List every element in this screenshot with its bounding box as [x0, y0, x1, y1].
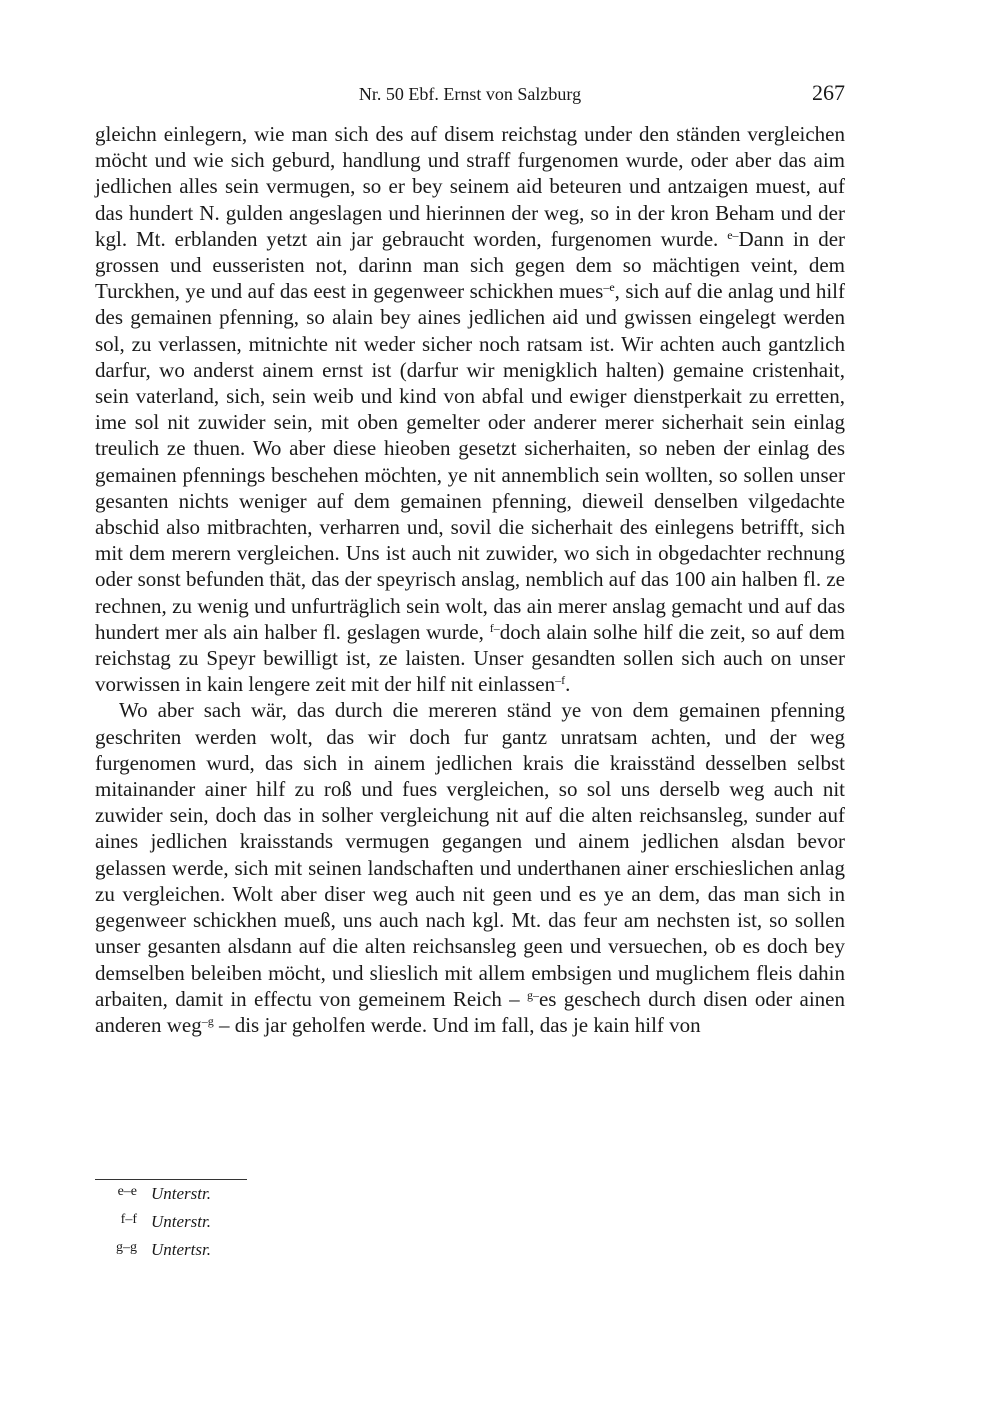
main-text: [95, 121, 845, 1038]
footnote-marker: –g: [201, 1013, 214, 1028]
text-run: Wo aber sach wär, das durch die mereren ständ ye von dem gemainen pfenning geschriten werden wolt, das wir doch fur gantz unratsam achten, und der weg furgenomen wurd, das sich in ainem jedlichen krais die kraisständ desselben selbst mitainander ainer hilf zu roß und fues vergleichen, so sol uns derselb weg auch nit zuwider sein, doch das in solher vergleichung nit auf die alten reichsansleg, sunder auf aines jedlichen kraisstands vermugen gegangen und ainem jedlichen alsdan bevor gelassen werde, sich mit seinen landschaften und underthanen ainer erschieslichen anlag zu vergleichen. Wolt aber diser weg auch nit geen und es ye an dem, das man sich in gegenweer schickhen mueß, uns auch nach kgl. Mt. das feur am nechsten ist, so sollen unser gesanten alsdann auf die alten reichsansleg geen und versuechen, ob es doch bey demselben beleiben möcht, und slieslich mit allem embsigen und muglichem fleis dahin arbaiten, damit in effectu von gemeinem Reich –: [95, 698, 845, 1011]
text-run: es geschech durch disen oder ainen anderen weg: [95, 986, 845, 1037]
footnote: [95, 1181, 495, 1209]
paragraph: [95, 121, 845, 697]
footnote-mark: e–e: [117, 1184, 137, 1199]
footnote-marker: –e: [603, 280, 615, 295]
running-title: Nr. 50 Ebf. Ernst von Salzburg: [358, 84, 582, 104]
text-run: .: [565, 672, 571, 697]
text-run: – dis jar geholfen werde. Und im fall, das je kain hilf von: [213, 1012, 701, 1037]
footnote: [95, 1209, 495, 1237]
paragraph: [95, 697, 845, 1038]
text-run: doch alain solhe hilf die zeit, so auf dem reichstag zu Speyr bewilligt ist, ze laisten. Unser gesandten sollen sich auch on unser vorwissen in kain lengere zeit mit der hilf nit einlassen: [95, 619, 846, 697]
footnotes: [95, 1181, 495, 1265]
footnote-text: Untertsr.: [151, 1240, 211, 1259]
running-header: [95, 80, 845, 110]
footnote-marker: f–: [489, 620, 500, 635]
footnote-marker: g–: [526, 987, 539, 1002]
footnote-text: Unterstr.: [151, 1212, 211, 1231]
page-number: 267: [812, 80, 845, 105]
footnote-text: Unterstr.: [151, 1184, 211, 1203]
text-run: , sich auf die anlag und hilf des gemainen pfenning, so alain bey aines jedlichen aid und gwissen eingelegt werden sol, zu verlassen, mitnichte nit weder sicher noch ratsam ist. Wir achten auch gantzlich darfur, wo anderst ainem ernst ist (darfur wir menigklich halten) gemaine cristenhait, sein vaterland, sich, sein weib und kind von abfal und ewiger dienstperkait zu erretten, ime sol nit zuwider sein, mit oben gemelter oder anderer merer sicherhait sein einlag treulich ze thuen. Wo aber diese hieoben gesetzt sicherhaiten, so neben der einlag des gemainen pfennings beschehen möchten, ye nit annemblich sein wollten, so sollen unser gesanten nichts weniger auf dem gemainen pfenning, dieweil denselben vilgedachte abschid also mitbrachten, verharren und, sovil die sicherhait des einlegens betrifft, sich mit dem merern vergleichen. Uns ist auch nit zuwider, wo sich in obgedachter rechnung oder sonst befunden thät, das der speyrisch anslag, nemblich auf das 100 ain halben fl. ze rechnen, zu wenig und unfurträglich sein wolt, das ain merer anslag gemacht und auf das hundert mer als ain halber fl. geslagen wurde,: [95, 279, 846, 644]
footnote-mark: f–f: [120, 1212, 137, 1227]
footnote: [95, 1237, 495, 1265]
footnote-mark: g–g: [116, 1240, 137, 1255]
text-run: Dann in der grossen und eusseristen not, darinn man sich gegen dem so mächtigen veint, dem Turckhen, ye und auf das eest in gegenweer schickhen mues: [95, 226, 846, 304]
footnote-marker: –f: [555, 673, 566, 688]
footnote-marker: e–: [727, 227, 739, 242]
text-run: gleichn einlegern, wie man sich des auf disem reichstag under den ständen vergleichen möcht und wie sich geburd, handlung und straff furgenomen wurde, oder aber das aim jedlichen alles sein vermugen, so er bey seinem aid beteuren und antzaigen muest, auf das hundert N. gulden angeslagen und hierinnen der weg, so in der kron Beham und der kgl. Mt. erblanden yetzt ain jar gebraucht worden, furgenomen wurde.: [95, 122, 845, 251]
